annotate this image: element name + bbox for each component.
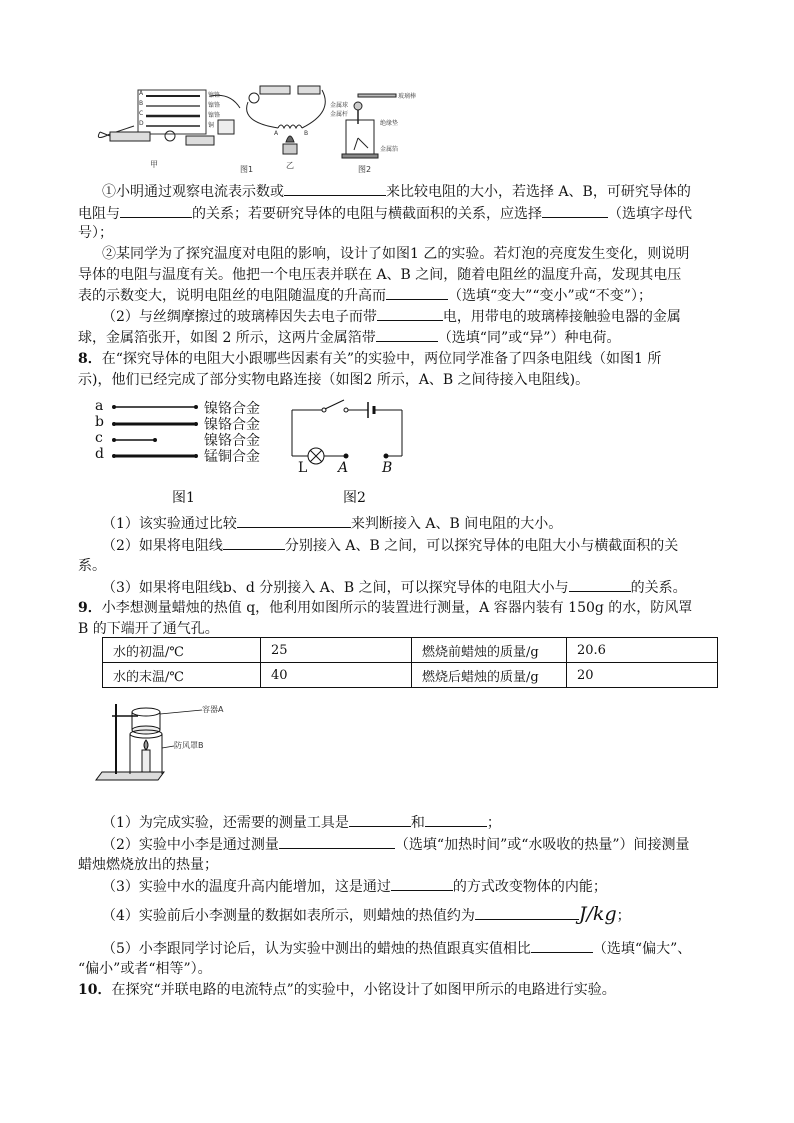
table-cell: 水的初温/℃ — [103, 638, 261, 663]
blank-q8-3[interactable] — [569, 577, 631, 592]
table-row — [103, 663, 718, 688]
fig-label-jia: 甲 — [150, 160, 158, 169]
blank-q7-1[interactable] — [284, 181, 386, 196]
wire-d-letter: d — [95, 446, 104, 462]
fig-label-yi: 乙 — [286, 161, 294, 170]
wire-lines-graphic — [92, 398, 292, 468]
table-cell: 20.6 — [567, 638, 718, 663]
q9-line-1: 9．小李想测量蜡烛的热值 q，他利用如图所示的装置进行测量，A 容器内装有 150g 的水，防风罩 — [78, 600, 693, 616]
q8-number: 8． — [78, 351, 102, 367]
label-container-a: 容器A — [202, 705, 224, 714]
q9-sub-1: （1）为完成实验，还需要的测量工具是 和 ； — [102, 812, 718, 833]
label-insulator: 绝缘垫 — [380, 120, 399, 127]
table-cell: 20 — [567, 663, 718, 688]
q8-sub-3: （3）如果将电阻线b、d 分别接入 A、B 之间，可以探究导体的电阻大小与 的关系。 — [102, 577, 718, 598]
wire-material-a: 镍铬 — [208, 92, 221, 99]
q8-fig2-caption: 图2 — [343, 490, 366, 506]
q9-sub-2-cont: 蜡烛燃烧放出的热量； — [78, 857, 218, 873]
fig-label-tu2: 图2 — [358, 165, 372, 174]
table-cell: 40 — [261, 663, 412, 688]
blank-q7-5[interactable] — [377, 306, 443, 321]
q8-fig1-caption: 图1 — [172, 490, 195, 506]
blank-q9-5[interactable] — [475, 905, 579, 920]
blank-q9-4[interactable] — [391, 876, 453, 891]
unit-j-per-kg: J/kg — [578, 903, 617, 925]
q7-line-8: 球，金属箔张开，如图 2 所示，这两片金属箔带 （选填“同”或“异”）种电荷。 — [78, 327, 718, 348]
q9-sub-4: （4）实验前后小李测量的数据如表所示，则蜡烛的热值约为 J/kg； — [102, 903, 631, 925]
wire-c-material: 镍铬合金 — [204, 433, 260, 449]
blank-q7-3[interactable] — [542, 203, 608, 218]
wire-material-c: 镍铬 — [208, 112, 221, 119]
fig-label-tu1: 图1 — [240, 165, 254, 174]
q8-line-2: 示)，他们已经完成了部分实物电路连接（如图2 所示，A、B 之间待接入电阻线)。 — [78, 372, 590, 388]
wire-a-material: 镍铬合金 — [204, 401, 260, 417]
label-metal-ball: 金属球 — [330, 102, 349, 109]
coil-label-b: B — [304, 130, 309, 137]
q8-sub-2-cont: 系。 — [78, 558, 106, 574]
blank-q7-4[interactable] — [386, 285, 448, 300]
label-foil: 金属箔 — [380, 146, 399, 153]
table-row — [103, 638, 718, 663]
q8-sub-1: （1）该实验通过比较 来判断接入 A、B 间电阻的大小。 — [102, 513, 718, 534]
wire-letter-d: D — [139, 120, 144, 127]
label-glass-rod: 玻璃棒 — [398, 93, 417, 100]
q9-sub-5: （5）小李跟同学讨论后，认为实验中测出的蜡烛的热值跟真实值相比 （选填“偏大”、 — [102, 938, 718, 959]
label-windshield-b: 防风罩B — [174, 741, 204, 750]
point-a-label: A — [338, 460, 349, 476]
q9-sub-2: （2）实验中小李是通过测量 （选填“加热时间”或“水吸收的热量”）间接测量 — [102, 834, 718, 855]
q10-number: 10． — [78, 982, 112, 998]
q7-line-7: （2）与丝绸摩擦过的玻璃棒因失去电子而带 电，用带电的玻璃棒接触验电器的金属 — [102, 306, 718, 327]
coil-label-a: A — [274, 130, 279, 137]
q9-line-2: B 的下端开了通气孔。 — [78, 621, 219, 637]
wire-letter-c: C — [139, 110, 144, 117]
blank-q9-6[interactable] — [531, 938, 593, 953]
lamp-label: L — [298, 460, 308, 476]
q9-data-table — [102, 637, 718, 688]
q7-line-1: ①小明通过观察电流表示数或 来比较电阻的大小，若选择 A、B，可研究导体的 — [102, 181, 718, 202]
blank-q7-6[interactable] — [376, 327, 438, 342]
blank-q7-2[interactable] — [120, 203, 192, 218]
q9-apparatus-figure — [94, 700, 244, 790]
q7-line-6: 表的示数变大，说明电阻丝的电阻随温度的升高而 （选填“变大”“变小”或“不变”）； — [78, 285, 718, 306]
q7-line-3: 号）； — [78, 225, 113, 241]
q7-line-2: 电阻与 的关系；若要研究导体的电阻与横截面积的关系，应选择 （选填字母代 — [78, 203, 718, 224]
label-metal-rod: 金属杆 — [330, 111, 349, 118]
wire-a-letter: a — [95, 398, 104, 414]
wire-c-letter: c — [95, 430, 103, 446]
table-cell: 燃烧后蜡烛的质量/g — [412, 663, 567, 688]
wire-material-b: 镍铬 — [208, 102, 221, 109]
table-cell: 25 — [261, 638, 412, 663]
q9-sub-5-cont: “偏小”或者“相等”）。 — [78, 961, 212, 977]
q8-wire-figure — [92, 398, 292, 468]
blank-q8-1[interactable] — [237, 513, 351, 528]
q9-number: 9． — [78, 600, 102, 616]
wire-b-letter: b — [95, 414, 104, 430]
blank-q9-2[interactable] — [425, 812, 487, 827]
point-b-label: B — [382, 460, 393, 476]
q8-circuit-figure — [288, 398, 408, 478]
wire-b-material: 镍铬合金 — [204, 417, 260, 433]
wire-letter-a: A — [139, 90, 144, 97]
top-figure — [90, 82, 430, 174]
q8-sub-2: （2）如果将电阻线 分别接入 A、B 之间，可以探究导体的电阻大小与横截面积的关 — [102, 535, 718, 556]
table-cell: 水的末温/℃ — [103, 663, 261, 688]
wire-material-d: 铜 — [208, 122, 215, 129]
table-cell: 燃烧前蜡烛的质量/g — [412, 638, 567, 663]
q10-line-1: 10．在探究“并联电路的电流特点”的实验中，小铭设计了如图甲所示的电路进行实验。 — [78, 982, 616, 998]
blank-q9-3[interactable] — [279, 834, 395, 849]
q9-sub-3: （3）实验中水的温度升高内能增加，这是通过 的方式改变物体的内能； — [102, 876, 718, 897]
wire-d-material: 锰铜合金 — [204, 449, 260, 465]
q8-line-1: 8．在“探究导体的电阻大小跟哪些因素有关”的实验中，两位同学准备了四条电阻线（如图1 所 — [78, 351, 662, 367]
blank-q8-2[interactable] — [223, 535, 285, 550]
q7-line-5: 导体的电阻与温度有关。他把一个电压表并联在 A、B 之间，随着电阻丝的温度升高，发现其电压 — [78, 267, 682, 283]
wire-letter-b: B — [139, 100, 144, 107]
blank-q9-1[interactable] — [349, 812, 411, 827]
q7-line-4: ②某同学为了探究温度对电阻的影响，设计了如图1 乙的实验。若灯泡的亮度发生变化，则说明 — [102, 246, 690, 262]
